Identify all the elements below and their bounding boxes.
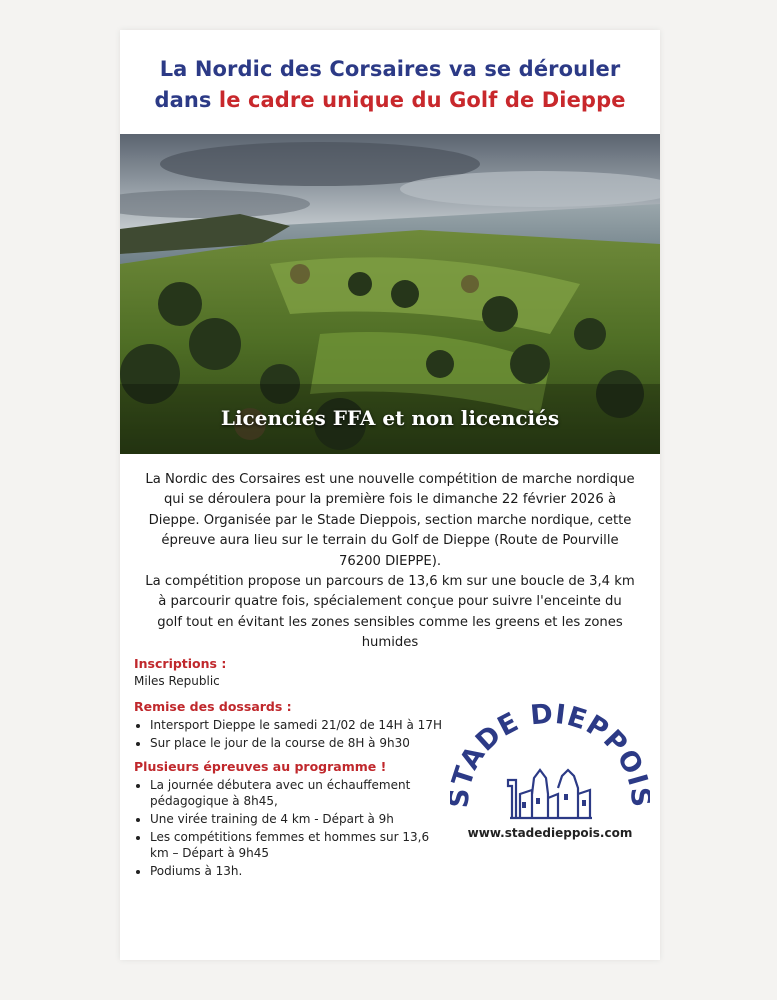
inscriptions-value: Miles Republic: [134, 674, 220, 688]
programme-item: • Une virée training de 4 km - Départ à 9h: [150, 811, 444, 827]
intro-paragraph-2: La compétition propose un parcours de 13,6 km sur une boucle de 3,4 km à parcourir quatre fois, spécialement conçue pour suivre l'enceinte du golf tout en évitant les zones sensibles comme les greens et les zones humides: [145, 574, 635, 651]
svg-text:STADE DIEPPOIS: [450, 698, 650, 809]
intro-paragraph-1: La Nordic des Corsaires est une nouvelle compétition de marche nordique qui se déroulera pour la première fois le dimanche 22 février 2026 à Dieppe. Organisée par le Stade Dieppois, section marche nordique, cette épreuve aura lieu sur le terrain du Golf de Dieppe (Route de Pourville 76200 DIEPPE).: [145, 472, 635, 569]
dossards-heading: Remise des dossards :: [134, 699, 292, 714]
headline-line-1: La Nordic des Corsaires va se dérouler: [159, 57, 621, 81]
headline-highlight: le cadre unique du Golf de Dieppe: [218, 88, 626, 112]
programme-heading: Plusieurs épreuves au programme !: [134, 759, 387, 774]
programme-item: • Les compétitions femmes et hommes sur 13,6 km – Départ à 9h45: [150, 829, 444, 861]
dossards-item: • Intersport Dieppe le samedi 21/02 de 14H à 17H: [150, 717, 444, 733]
dossards-item: • Sur place le jour de la course de 8H à 9h30: [150, 735, 444, 751]
programme-item: • La journée débutera avec un échauffement pédagogique à 8h45,: [150, 777, 444, 809]
logo-text: ADE DIEPPO: [454, 698, 650, 781]
website-link[interactable]: www.stadedieppois.com: [467, 826, 633, 840]
programme-item: • Podiums à 13h.: [150, 863, 444, 879]
photo-caption: Licenciés FFA et non licenciés: [220, 406, 560, 430]
headline: [120, 54, 660, 116]
golf-aerial-photo: [120, 134, 660, 454]
intro-text: [144, 470, 636, 654]
programme-list: [134, 777, 444, 879]
headline-line-2: [120, 85, 660, 116]
inscriptions-heading: Inscriptions :: [134, 656, 227, 671]
flyer-page: [120, 30, 660, 960]
headline-prefix: dans: [154, 88, 219, 112]
info-column: [134, 656, 444, 887]
dossards-list: [134, 717, 444, 751]
castle-icon: [450, 690, 650, 840]
